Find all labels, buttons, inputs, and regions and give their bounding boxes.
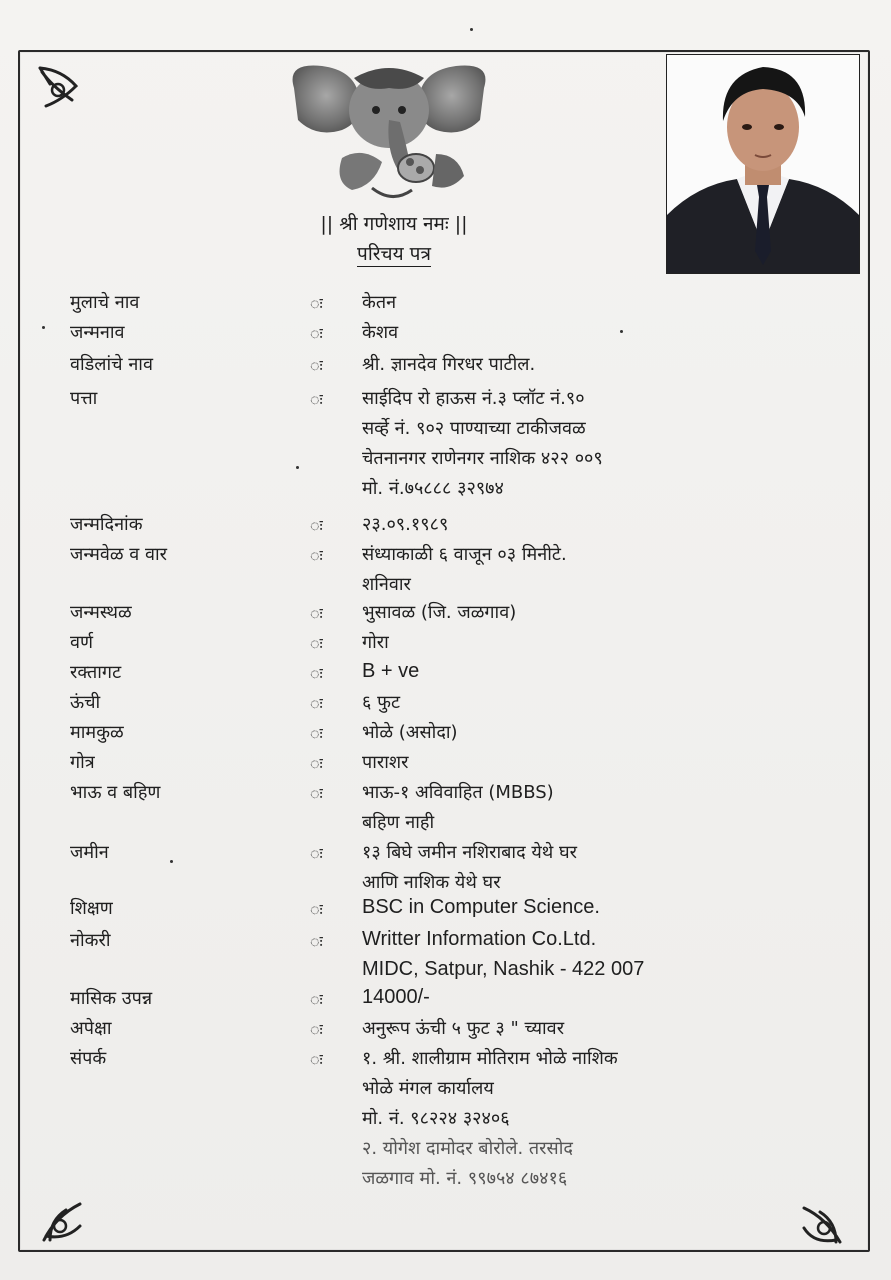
field-separator: ः	[310, 356, 323, 375]
field-value: भाऊ-१ अविवाहित (MBBS)	[362, 782, 554, 803]
field-label: अपेक्षा	[70, 1018, 112, 1039]
corner-ornament-bottom-right	[796, 1198, 848, 1250]
field-value: 14000/-	[362, 986, 430, 1008]
field-value: केशव	[362, 322, 399, 343]
field-value: अनुरूप ऊंची ५ फुट ३ " च्यावर	[362, 1018, 565, 1039]
speck	[296, 466, 299, 469]
field-value: सर्व्हे नं. ९०२ पाण्याच्या टाकीजवळ	[362, 418, 586, 439]
speck	[620, 330, 623, 333]
field-label: रक्तागट	[70, 662, 122, 683]
invocation-line: || श्री गणेशाय नमः ||	[320, 213, 468, 235]
field-label: मुलाचे नाव	[70, 292, 140, 313]
portrait-photo	[666, 54, 860, 274]
field-label: जन्मदिनांक	[70, 514, 143, 535]
field-separator: ः	[310, 634, 323, 653]
field-value: गोरा	[362, 632, 389, 653]
field-value: २. योगेश दामोदर बोरोले. तरसोद	[362, 1138, 573, 1159]
document-title: परिचय पत्र	[357, 243, 431, 265]
field-value: आणि नाशिक येथे घर	[362, 872, 501, 893]
field-label: संपर्क	[70, 1048, 107, 1069]
field-value: ६ फुट	[362, 692, 401, 713]
field-value: भोळे (असोदा)	[362, 722, 458, 743]
speck	[42, 326, 45, 329]
field-value: चेतनानगर राणेनगर नाशिक ४२२ ००९	[362, 448, 603, 469]
field-label: जन्मस्थळ	[70, 602, 132, 623]
field-separator: ः	[310, 390, 323, 409]
field-value: पाराशर	[362, 752, 409, 773]
field-value: श्री. ज्ञानदेव गिरधर पाटील.	[362, 354, 536, 375]
field-separator: ः	[310, 664, 323, 683]
field-value: मो. नं.७५८८८ ३२९७४	[362, 478, 504, 499]
speck	[170, 860, 173, 863]
field-value: Writter Information Co.Ltd.	[362, 928, 597, 950]
field-label: ऊंची	[70, 692, 101, 713]
field-separator: ः	[310, 754, 323, 773]
field-label: जमीन	[70, 842, 109, 863]
field-separator: ः	[310, 844, 323, 863]
field-value: १. श्री. शालीग्राम मोतिराम भोळे नाशिक	[362, 1048, 618, 1069]
field-label: वडिलांचे नाव	[70, 354, 153, 375]
field-separator: ः	[310, 990, 323, 1009]
corner-ornament-top-left	[32, 60, 84, 112]
field-value: साईदिप रो हाऊस नं.३ प्लॉट नं.९०	[362, 388, 585, 409]
field-label: गोत्र	[70, 752, 95, 773]
field-value: MIDC, Satpur, Nashik - 422 007	[362, 958, 645, 980]
field-value: भुसावळ (जि. जळगाव)	[362, 602, 517, 623]
field-separator: ः	[310, 516, 323, 535]
field-value: BSC in Computer Science.	[362, 896, 600, 918]
field-label: जन्मवेळ व वार	[70, 544, 168, 565]
field-label: शिक्षण	[70, 898, 113, 919]
field-separator: ः	[310, 546, 323, 565]
field-value: शनिवार	[362, 574, 411, 595]
field-separator: ः	[310, 724, 323, 743]
field-label: मामकुळ	[70, 722, 124, 743]
field-separator: ः	[310, 900, 323, 919]
field-separator: ः	[310, 932, 323, 951]
field-label: मासिक उपन्न	[70, 988, 153, 1009]
field-separator: ः	[310, 694, 323, 713]
field-value: बहिण नाही	[362, 812, 435, 833]
field-separator: ः	[310, 294, 323, 313]
ganesh-illustration	[282, 58, 496, 206]
field-label: भाऊ व बहिण	[70, 782, 161, 803]
corner-ornament-bottom-left	[36, 1196, 88, 1248]
field-value: भोळे मंगल कार्यालय	[362, 1078, 494, 1099]
field-value: जळगाव मो. नं. ९९७५४ ८७४१६	[362, 1168, 568, 1189]
field-value: १३ बिघे जमीन नशिराबाद येथे घर	[362, 842, 578, 863]
field-label: पत्ता	[70, 388, 98, 409]
field-value: केतन	[362, 292, 397, 313]
field-value: मो. नं. ९८२२४ ३२४०६	[362, 1108, 510, 1129]
speck	[470, 28, 473, 31]
field-value: संध्याकाळी ६ वाजून ०३ मिनीटे.	[362, 544, 567, 565]
field-separator: ः	[310, 1050, 323, 1069]
field-label: नोकरी	[70, 930, 111, 951]
field-separator: ः	[310, 1020, 323, 1039]
field-value: २३.०९.१९८९	[362, 514, 449, 535]
field-value: B + ve	[362, 660, 420, 682]
field-label: वर्ण	[70, 632, 94, 653]
field-separator: ः	[310, 324, 323, 343]
field-separator: ः	[310, 784, 323, 803]
field-separator: ः	[310, 604, 323, 623]
field-label: जन्मनाव	[70, 322, 125, 343]
